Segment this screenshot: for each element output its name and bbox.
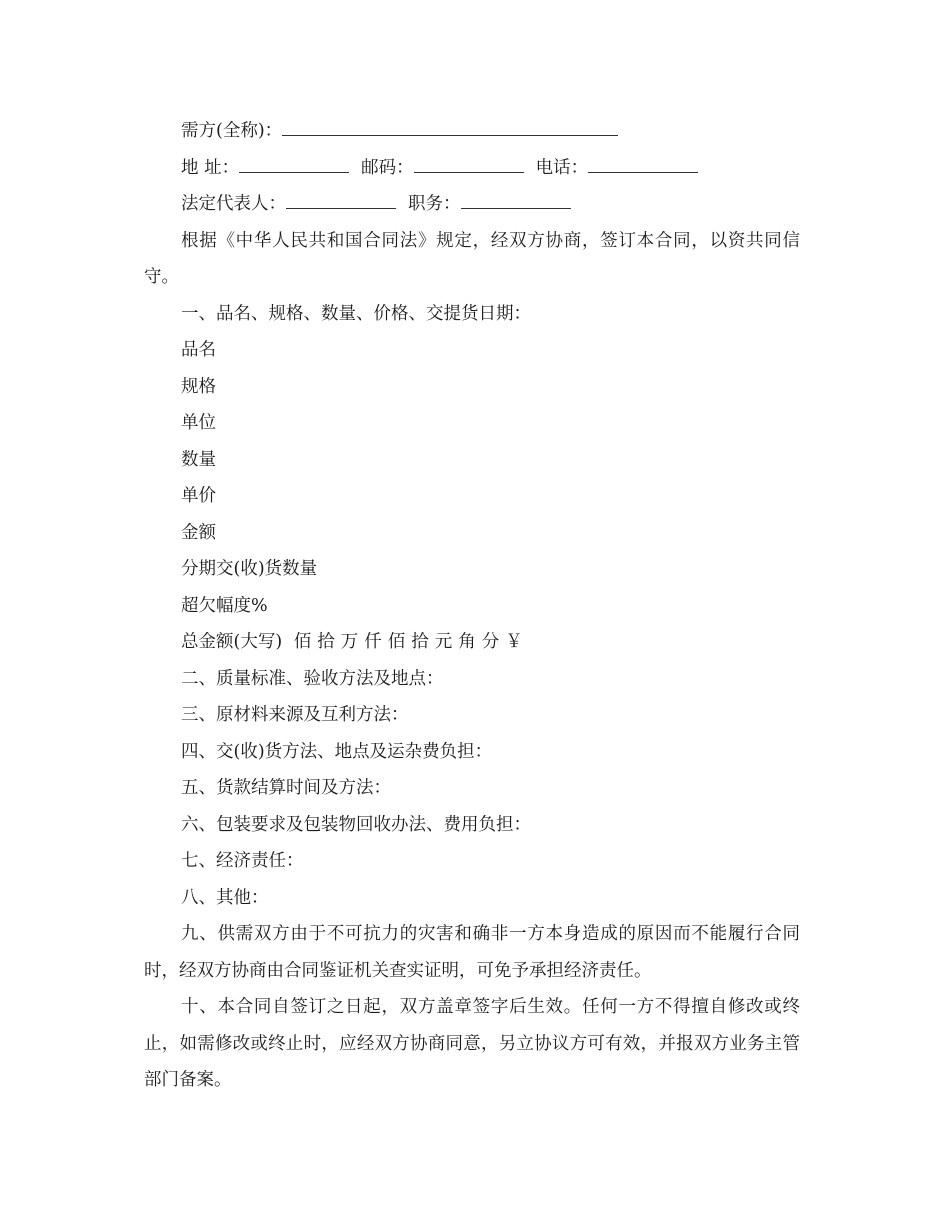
position-label: 职务： [408,194,461,214]
rep-label: 法定代表人： [181,194,286,214]
item-unit: 单位 [181,413,216,433]
item-spec: 规格 [181,376,216,397]
address-blank [239,158,349,173]
postcode-blank [414,158,524,173]
buyer-label: 需方(全称)： [181,121,283,141]
unit-yuan: 元 [434,632,453,652]
buyer-blank [282,121,618,136]
unit-bai-2: 佰 [387,632,406,652]
postcode-label: 邮码： [361,157,414,178]
unit-jiao: 角 [458,632,476,652]
address-label: 地 址： [181,157,240,178]
phone-blank [588,158,698,173]
intro-paragraph: 根据《中华人民共和国合同法》规定，经双方协商，签订本合同，以资共同信守。 [144,230,800,287]
item-amount: 金额 [181,522,216,543]
item-installment: 分期交(收)货数量 [181,559,318,579]
position-blank [461,194,571,209]
section7-title: 七、经济责任： [181,851,304,871]
representative-line [144,186,800,223]
section3-title: 三、原材料来源及互利方法： [181,705,409,725]
unit-shi-2: 拾 [411,632,429,652]
section6-title: 六、包装要求及包装物回收办法、费用负担： [181,814,531,835]
rep-blank [286,194,396,209]
item-tolerance: 超欠幅度% [181,595,268,616]
currency-symbol: ￥ [505,632,523,652]
address-line [144,150,800,187]
item-unit-price: 单价 [181,486,216,506]
contract-body [144,113,800,1099]
clause10-paragraph: 十、本合同自签订之日起，双方盖章签字后生效。任何一方不得擅自修改或终止，如需修改或终止时，应经双方协商同意，另立协议方可有效，并报双方业务主管部门备案。 [144,997,800,1090]
item-quantity: 数量 [181,449,216,470]
unit-bai-1: 佰 [293,632,312,652]
section2-title: 二、质量标准、验收方法及地点： [181,668,444,689]
unit-shi-1: 拾 [317,632,335,652]
unit-fen: 分 [481,632,500,652]
section4-title: 四、交(收)货方法、地点及运杂费负担： [181,741,493,762]
section8-title: 八、其他： [181,887,269,908]
section1-title: 一、品名、规格、数量、价格、交提货日期： [181,303,531,324]
section5-title: 五、货款结算时间及方法： [181,778,391,798]
total-amount-line [144,624,800,661]
unit-wan: 万 [340,632,359,652]
phone-label: 电话： [535,157,589,178]
unit-qian: 仟 [364,632,382,652]
buyer-line [144,113,800,150]
item-name: 品名 [181,340,216,360]
clause9-paragraph: 九、供需双方由于不可抗力的灾害和确非一方本身造成的原因而不能履行合同时，经双方协商由合同鉴证机关查实证明，可免予承担经济责任。 [144,924,800,981]
total-label: 总金额(大写) [181,632,283,652]
